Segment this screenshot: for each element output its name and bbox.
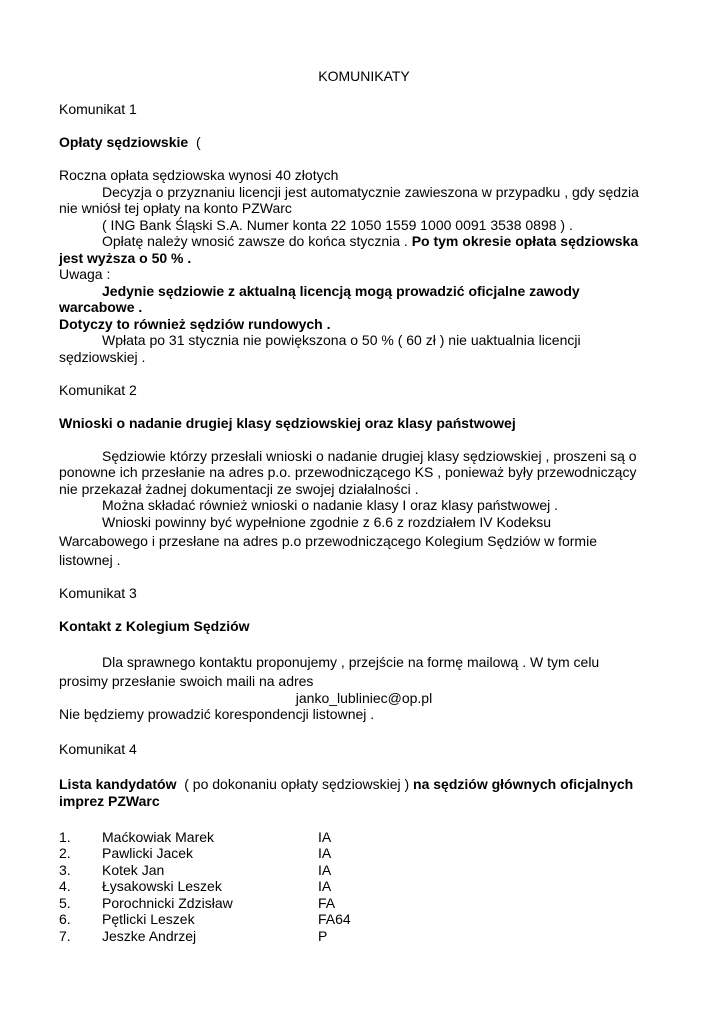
k4-title-1-bold: Lista kandydatów xyxy=(59,776,177,792)
candidate-number: 6. xyxy=(59,911,71,928)
k3-title: Kontakt z Kolegium Sędziów xyxy=(59,617,250,634)
k2-title: Wnioski o nadanie drugiej klasy sędziowskiej oraz klasy państwowej xyxy=(59,414,516,431)
candidate-number: 3. xyxy=(59,861,71,878)
candidate-number: 7. xyxy=(59,928,71,945)
candidate-number: 1. xyxy=(59,828,71,845)
page-title: KOMUNIKATY xyxy=(318,68,410,84)
k4-title-1-bold-2: na sędziów głównych oficjalnych xyxy=(413,776,634,792)
k2-line-6: Warcabowego i przesłane na adres p.o przewodniczącego Kolegium Sędziów w formie xyxy=(59,533,597,549)
k1-line-10: Dotyczy to również sędziów rundowych . xyxy=(59,315,331,332)
k4-heading: Komunikat 4 xyxy=(59,741,137,757)
k1-line-2: Decyzja o przyznaniu licencji jest automatycznie zawieszona w przypadku , gdy sędzia xyxy=(102,183,639,200)
list-item xyxy=(59,878,669,895)
candidate-class: FA64 xyxy=(318,911,351,928)
k2-line-2: ponowne ich przesłanie na adres p.o. przewodniczącego KS , ponieważ były przewodniczący xyxy=(59,464,637,480)
candidate-name: Porochnicki Zdzisław xyxy=(102,894,233,911)
k1-line-5 xyxy=(59,233,669,250)
k3-line-1: Dla sprawnego kontaktu proponujemy , przejście na formę mailową . W tym celu xyxy=(102,653,600,670)
list-item xyxy=(59,829,669,846)
k4-title-1-normal: ( po dokonaniu opłaty sędziowskiej ) xyxy=(176,776,414,792)
k1-line-5-normal: Opłatę należy wnosić zawsze do końca stycznia . xyxy=(102,233,412,249)
k2-line-1: Sędziowie którzy przesłali wnioski o nadanie drugiej klasy sędziowskiej , proszeni są o xyxy=(102,447,637,464)
candidate-name: Pętlicki Leszek xyxy=(102,911,195,928)
k1-line-8: Jedynie sędziowie z aktualną licencją mogą prowadzić oficjalne zawody xyxy=(102,282,580,299)
k4-title-2: imprez PZWarc xyxy=(59,792,160,809)
candidate-name: Jeszke Andrzej xyxy=(102,928,197,945)
list-item xyxy=(59,911,669,928)
list-item xyxy=(59,928,669,945)
list-item xyxy=(59,845,669,862)
list-item xyxy=(59,862,669,879)
k1-line-9: warcabowe . xyxy=(59,299,143,315)
candidate-name: Maćkowiak Marek xyxy=(102,828,215,845)
k3-email: janko_lubliniec@op.pl xyxy=(295,689,433,706)
k1-line-7: Uwaga : xyxy=(59,266,111,282)
k3-line-2: prosimy przesłanie swoich maili na adres xyxy=(59,673,314,689)
k2-heading: Komunikat 2 xyxy=(59,381,137,398)
k1-line-11: Wpłata po 31 stycznia nie powiększona o 50 % ( 60 zł ) nie uaktualnia licencji xyxy=(102,332,581,348)
k1-heading: Komunikat 1 xyxy=(59,101,137,117)
k2-line-4: Można składać również wnioski o nadanie klasy I oraz klasy państwowej . xyxy=(102,497,558,513)
k2-line-3: nie przekazał żadnej dokumentacji ze swojej działalności . xyxy=(59,480,419,497)
candidate-number: 2. xyxy=(59,845,71,862)
candidate-name: Pawlicki Jacek xyxy=(102,845,194,862)
k1-line-6: jest wyższa o 50 % . xyxy=(59,249,192,266)
candidate-class: IA xyxy=(318,828,332,845)
k1-title xyxy=(59,134,669,151)
k1-line-4: ( ING Bank Śląski S.A. Numer konta 22 1050 1559 1000 0091 3538 0898 ) . xyxy=(102,216,573,233)
candidate-number: 5. xyxy=(59,894,71,911)
k2-line-5: Wnioski powinny być wypełnione zgodnie z 6.6 z rozdziałem IV Kodeksu xyxy=(102,513,552,530)
candidate-class: P xyxy=(318,928,328,945)
k1-line-12: sędziowskiej . xyxy=(59,348,146,365)
k1-title-bold: Opłaty sędziowskie xyxy=(59,134,189,150)
candidate-number: 4. xyxy=(59,878,71,895)
candidate-name: Kotek Jan xyxy=(102,861,165,878)
k2-line-7: listownej . xyxy=(59,551,121,568)
candidate-class: IA xyxy=(318,845,332,862)
candidate-list xyxy=(59,829,669,945)
candidate-name: Łysakowski Leszek xyxy=(102,878,222,895)
list-item xyxy=(59,895,669,912)
candidate-class: FA xyxy=(318,894,336,911)
document-page xyxy=(59,68,669,945)
k4-title-1 xyxy=(59,776,669,793)
k1-line-3: nie wniósł tej opłaty na konto PZWarc xyxy=(59,200,292,216)
k1-line-5-bold: Po tym okresie opłata sędziowska xyxy=(411,233,639,249)
k3-line-3: Nie będziemy prowadzić korespondencji listownej . xyxy=(59,706,375,722)
k1-title-rest: ( xyxy=(188,134,201,150)
k1-line-1: Roczna opłata sędziowska wynosi 40 złotych xyxy=(59,167,339,183)
candidate-class: IA xyxy=(318,878,332,895)
k3-heading: Komunikat 3 xyxy=(59,584,137,601)
candidate-class: IA xyxy=(318,861,332,878)
